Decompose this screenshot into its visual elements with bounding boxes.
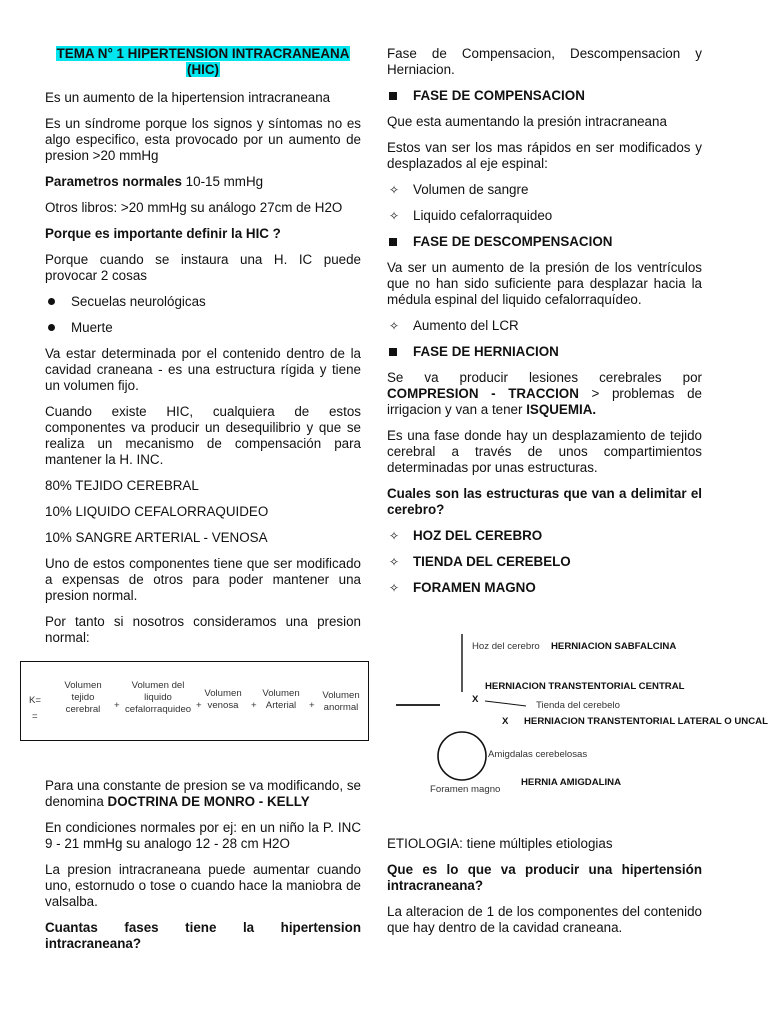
heading-decompensation: FASE DE DESCOMPENSACION — [387, 234, 702, 250]
star-outline-icon: ✧ — [389, 529, 400, 543]
bullet-dot-icon — [48, 324, 55, 331]
formula-term-venous: Volumen venosa — [204, 688, 242, 711]
monro-kelly-term: DOCTRINA DE MONRO - KELLY — [107, 794, 310, 809]
formula-term-abnormal: Volumen anormal — [322, 690, 360, 713]
formula-term-arterial: Volumen Arterial — [262, 688, 300, 711]
paragraph-normal-pressure: Por tanto si nosotros consideramos una presion normal: — [45, 614, 361, 645]
paragraph-fastest: Estos van ser los mas rápidos en ser modificados y desplazados al eje espinal: — [387, 140, 702, 171]
list-item: Secuelas neurológicas — [45, 294, 361, 310]
normal-params-label: Parametros normales — [45, 174, 182, 189]
label-hernia-amigdalina: HERNIA AMIGDALINA — [521, 777, 622, 788]
paragraph-other-books: Otros libros: >20 mmHg su análogo 27cm de H2O — [45, 200, 343, 215]
heading-herniation: FASE DE HERNIACION — [387, 344, 702, 360]
formula-term-csf: Volumen del liquido cefalorraquideo — [125, 680, 192, 715]
percent-csf: 10% LIQUIDO CEFALORRAQUIDEO — [45, 504, 269, 519]
label-herniation-subfalcine: HERNIACION SABFALCINA — [551, 641, 677, 652]
formula-plus: + — [114, 700, 120, 711]
title-line-2: (HIC) — [187, 62, 219, 77]
list-item: ✧ Liquido cefalorraquideo — [389, 208, 553, 223]
formula-plus: + — [251, 700, 257, 711]
title-line-1: TEMA N° 1 HIPERTENSION INTRACRANEANA — [56, 46, 350, 61]
percent-tissue: 80% TEJIDO CEREBRAL — [45, 478, 199, 493]
bullet-dot-icon — [48, 298, 55, 305]
list-item: ✧ Volumen de sangre — [389, 182, 529, 197]
paragraph-content: Va estar determinada por el contenido dentro de la cavidad craneana - es una estructura rígida y tiene un volumen fijo. — [45, 346, 361, 393]
list-item: ✧ Aumento del LCR — [389, 318, 519, 333]
paragraph-definition: Es un aumento de la hipertension intracraneana — [45, 90, 331, 105]
square-bullet-icon — [389, 92, 397, 100]
paragraph-because: Porque cuando se instaura una H. IC puede provocar 2 cosas — [45, 252, 361, 283]
paragraph-syndrome: Es un síndrome porque los signos y síntomas no es algo especifico, esta provocado por un aumento de presion >20 mmHg — [45, 116, 361, 163]
label-amigdalas: Amigdalas cerebelosas — [488, 749, 588, 760]
left-column — [45, 46, 361, 656]
star-outline-icon: ✧ — [389, 183, 400, 197]
paragraph-etiology: ETIOLOGIA: tiene múltiples etiologias — [387, 836, 613, 851]
list-item: ✧ FORAMEN MAGNO — [389, 580, 536, 595]
paragraph-decompensation: Va ser un aumento de la presión de los ventrículos que no han sido suficiente para desplazar hacia la médula espinal del liquido cefalorraquídeo. — [387, 260, 702, 307]
star-outline-icon: ✧ — [389, 581, 400, 595]
formula-plus: + — [309, 700, 315, 711]
formula-plus: + — [196, 700, 202, 711]
label-hoz: Hoz del cerebro — [472, 641, 540, 652]
herniation-diagram — [390, 628, 768, 808]
star-outline-icon: ✧ — [389, 209, 400, 223]
label-herniation-lateral: HERNIACION TRANSTENTORIAL LATERAL O UNCAL — [524, 716, 768, 727]
document-title — [45, 46, 361, 78]
paragraph-child: En condiciones normales por ej: en un niño la P. INC 9 - 21 mmHg su analogo 12 - 28 cm H2O — [45, 820, 361, 851]
label-x-lateral: X — [502, 716, 509, 727]
label-x-central: X — [472, 694, 479, 705]
formula-k: K= — [29, 695, 42, 706]
normal-params-value: 10-15 mmHg — [181, 174, 264, 189]
percent-blood: 10% SANGRE ARTERIAL - VENOSA — [45, 530, 268, 545]
paragraph-compensation: Que esta aumentando la presión intracraneana — [387, 114, 667, 129]
paragraph-normal-params — [45, 174, 361, 190]
question-cause: Que es lo que va producir una hipertensión intracraneana? — [387, 862, 702, 893]
list-item: Muerte — [45, 320, 361, 336]
label-herniation-central: HERNIACION TRANSTENTORIAL CENTRAL — [485, 681, 685, 692]
right-column-lower — [387, 836, 702, 946]
square-bullet-icon — [389, 238, 397, 246]
paragraph-valsalva: La presion intracraneana puede aumentar cuando uno, estornudo o tose o cuando hace la maniobra de valsalba. — [45, 862, 361, 909]
paragraph-alteration: La alteracion de 1 de los componentes del contenido que hay dentro de la cavidad craneana. — [387, 904, 702, 935]
label-tienda: Tienda del cerebelo — [536, 700, 620, 711]
right-column — [387, 46, 702, 606]
paragraph-hic-exists: Cuando existe HIC, cualquiera de estos componentes va producir un desequilibrio y que se realiza un mecanismo de compensación para mantener la H. INC. — [45, 404, 361, 467]
star-outline-icon: ✧ — [389, 555, 400, 569]
formula-equals: = — [32, 711, 38, 722]
paragraph-monro-kelly: Para una constante de presion se va modificando, se denomina DOCTRINA DE MONRO - KELLY — [45, 778, 361, 809]
star-outline-icon: ✧ — [389, 319, 400, 333]
paragraph-herniation: Se va producir lesiones cerebrales por COMPRESION - TRACCION > problemas de irrigacion y van a tener ISQUEMIA. — [387, 370, 702, 417]
paragraph-phases: Fase de Compensacion, Descompensacion y Herniacion. — [387, 46, 702, 77]
left-column-lower — [45, 778, 361, 962]
question-phases: Cuantas fases tiene la hipertension intracraneana? — [45, 920, 361, 951]
formula-box — [20, 661, 369, 741]
list-item: ✧ HOZ DEL CEREBRO — [389, 528, 543, 543]
paragraph-components: Uno de estos componentes tiene que ser modificado a expensas de otros para poder mantener una presion normal. — [45, 556, 361, 603]
question-importance: Porque es importante definir la HIC ? — [45, 226, 281, 241]
label-foramen: Foramen magno — [430, 784, 501, 795]
square-bullet-icon — [389, 348, 397, 356]
question-structures: Cuales son las estructuras que van a delimitar el cerebro? — [387, 486, 702, 517]
list-item: ✧ TIENDA DEL CEREBELO — [389, 554, 571, 569]
formula-term-tissue: Volumen tejido cerebral — [64, 680, 102, 715]
heading-compensation: FASE DE COMPENSACION — [387, 88, 702, 104]
paragraph-displacement: Es una fase donde hay un desplazamiento de tejido cerebral a través de unos compartimientos determinadas por unas estructuras. — [387, 428, 702, 475]
